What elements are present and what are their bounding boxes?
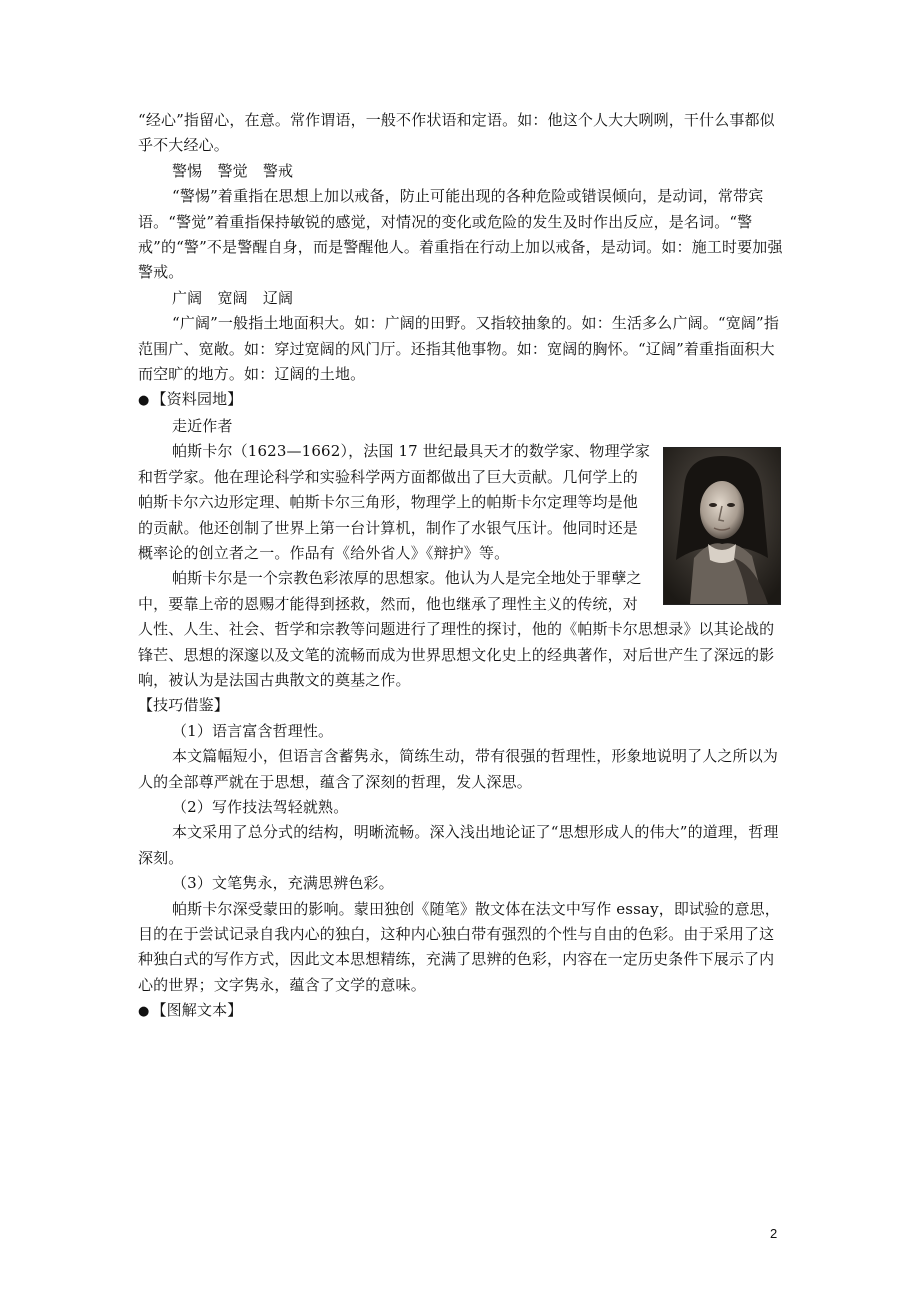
technique-body-3: 帕斯卡尔深受蒙田的影响。蒙田独创《随笔》散文体在法文中写作 essay，即试验的意思，目的在于尝试记录自我内心的独白，这种内心独白带有强烈的个性与自由的色彩。由于采用了这种独白式的写作方式，因此文本思想精练，充满了思辨的色彩，内容在一定历史条件下展示了内心的世界；文字隽永，蕴含了文学的意味。 bbox=[138, 899, 780, 994]
section-heading-jiqiao: 【技巧借鉴】 bbox=[138, 696, 229, 715]
paragraph-jingxin: “经心”指留心，在意。常作谓语，一般不作状语和定语。如：他这个人大大咧咧，干什么事都似乎不大经心。 bbox=[138, 111, 775, 155]
technique-heading-1: （1）语言富含哲理性。 bbox=[172, 721, 334, 740]
bullet-icon: ● bbox=[138, 393, 150, 409]
author-paragraph-1: 帕斯卡尔（1623—1662），法国 17 世纪最具天才的数学家、物理学家和哲学家。他在理论科学和实验科学两方面都做出了巨大贡献。几何学上的帕斯卡尔六边形定理、帕斯卡尔三角形，物理学上的帕斯卡尔定理等均是他的贡献。他还创制了世界上第一台计算机，制作了水银气压计。他同时还是概率论的创立者之一。作品有《给外省人》《辩护》等。 bbox=[138, 442, 651, 562]
author-paragraph-2: 帕斯卡尔是一个宗教色彩浓厚的思想家。他认为人是完全地处于罪孽之中，要靠上帝的恩赐才能得到拯救，然而，他也继承了理性主义的传统，对人性、人生、社会、哲学和宗教等问题进行了理性的探讨，他的《帕斯卡尔思想录》以其论战的锋芒、思想的深邃以及文笔的流畅而成为世界思想文化史上的经典著作，对后世产生了深远的影响，被认为是法国古典散文的奠基之作。 bbox=[138, 569, 775, 689]
section-title-tujie: 【图解文本】 bbox=[151, 1001, 243, 1020]
technique-body-2: 本文采用了总分式的结构，明晰流畅。深入浅出地论证了“思想形成人的伟大”的道理，哲理深刻。 bbox=[138, 823, 779, 867]
bullet-icon: ● bbox=[138, 1004, 150, 1020]
author-subtitle: 走近作者 bbox=[172, 416, 233, 435]
page-content bbox=[138, 108, 783, 1025]
paragraph-guangkuo: “广阔”一般指土地面积大。如：广阔的田野。又指较抽象的。如：生活多么广阔。“宽阔”指范围广、宽敞。如：穿过宽阔的风门厅。还指其他事物。如：宽阔的胸怀。“辽阔”着重指面积大而空旷的地方。如：辽阔的土地。 bbox=[138, 314, 779, 384]
section-title-ziliao: 【资料园地】 bbox=[151, 390, 243, 409]
author-portrait-image bbox=[663, 447, 781, 605]
portrait-illustration bbox=[664, 448, 780, 604]
term-heading-jingti: 警惕 警觉 警戒 bbox=[172, 161, 294, 180]
technique-body-1: 本文篇幅短小，但语言含蓄隽永，简练生动，带有很强的哲理性，形象地说明了人之所以为人的全部尊严就在于思想，蕴含了深刻的哲理，发人深思。 bbox=[138, 747, 779, 791]
section-heading-tujie bbox=[138, 998, 783, 1024]
term-heading-guangkuo: 广阔 宽阔 辽阔 bbox=[172, 288, 294, 307]
technique-heading-3: （3）文笔隽永，充满思辨色彩。 bbox=[172, 874, 394, 893]
section-heading-ziliao bbox=[138, 387, 783, 413]
technique-heading-2: （2）写作技法驾轻就熟。 bbox=[172, 797, 349, 816]
page-number: 2 bbox=[770, 1226, 778, 1241]
paragraph-jingti: “警惕”着重指在思想上加以戒备，防止可能出现的各种危险或错误倾向，是动词，常带宾语。“警觉”着重指保持敏锐的感觉，对情况的变化或危险的发生及时作出反应，是名词。“警戒”的“警”不是警醒自身，而是警醒他人。着重指在行动上加以戒备，是动词。如：施工时要加强警戒。 bbox=[138, 187, 783, 282]
